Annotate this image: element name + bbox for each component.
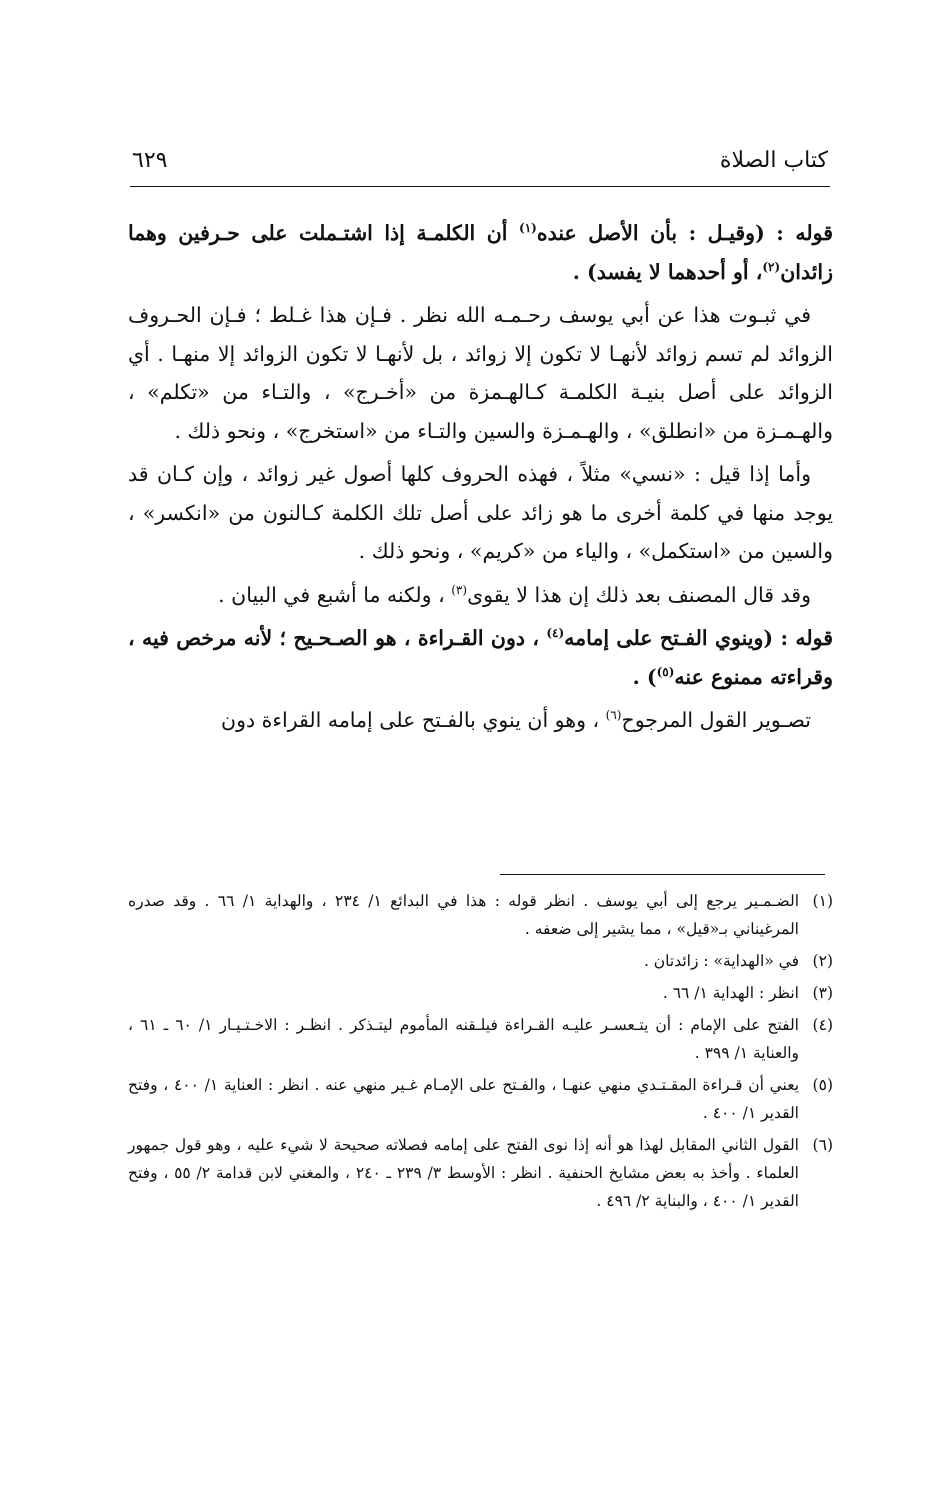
statement-text: أن الكلمـة إذا اشتـملت على حـرفين وهما زائدان: [128, 221, 833, 284]
footnote-ref: (٢): [762, 259, 781, 274]
footnote-ref: (٤): [546, 626, 565, 641]
statement-text: (وينوي الفـتح على إمامه: [564, 626, 774, 650]
footnote-ref: (٦): [605, 708, 622, 723]
statement-text: (وقيـل : بأن الأصل عنده: [536, 221, 765, 245]
statement-text: ) .: [632, 664, 657, 689]
footnote: [128, 1131, 833, 1215]
commentary-paragraph: وأما إذا قيل : «نسي» مثلاً ، فهذه الحروف كلها أصول غير زوائد ، وإن كـان قد يوجد منها في كلمة أخرى ما هو زائد على أصل تلك الكلمة كـالنون من «انكسر» ، والسين من «استكمل» ، والياء من «كريم» ، ونحو ذلك .: [128, 462, 833, 563]
chapter-title: كتاب الصلاة: [719, 148, 828, 173]
footnote-number: (٦): [812, 1136, 833, 1154]
footnote-text: الفتح على الإمام : أن يتـعسـر عليـه القـراءة فيلـقنه المأموم ليتـذكر . انظـر : الاخـتـيـار ١/ ٦٠ ـ ٦١ ، والعناية ١/ ٣٩٩ .: [128, 1016, 799, 1062]
page-number: ٦٢٩: [132, 148, 168, 173]
footnote-number: (٤): [812, 1016, 833, 1034]
footnote-number: (١): [812, 892, 833, 910]
header-rule: [130, 186, 830, 187]
footnote: [128, 947, 833, 975]
commentary-paragraph: في ثبـوت هذا عن أبي يوسف رحـمـه الله نظر . فـإن هذا غـلط ؛ فـإن الحـروف الزوائد لم تسم زوائد لأنهـا لا تكون إلا زوائد ، بل لأنهـا لا تكون الزوائد إلا منهـا . أي الزوائد على أصل بنيـة الكلمـة كـالهـمزة من «أخـرج» ، والتـاء من «تكلم» ، والهـمـزة من «انطلق» ، والهـمـزة والسين والتـاء من «استخرج» ، ونحو ذلك .: [128, 303, 833, 443]
footnote: [128, 887, 833, 943]
statement-text: ، دون القـراءة ، هو الصـحـيح ؛ لأنه مرخص فيه ، وقراءته ممنوع عنه: [128, 626, 833, 689]
statement-text: ، أو أحدهما لا يفسد) .: [572, 259, 763, 284]
main-text: [128, 214, 833, 740]
footnote-number: (٢): [812, 952, 833, 970]
footnote-text: يعني أن قـراءة المقـتـدي منهي عنهـا ، والفـتح على الإمـام غـير منهي عنه . انظر : العناية ١/ ٤٠٠ ، وفتح القدير ١/ ٤٠٠ .: [128, 1076, 800, 1122]
footnote-number: (٣): [812, 984, 833, 1002]
paragraph-text: ، وهو أن ينوي بالفـتح على إمامه القراءة دون: [221, 708, 606, 732]
footnote-text: الضـمـير يرجع إلى أبي يوسف . انظر قوله : هذا في البدائع ١/ ٢٣٤ ، والهداية ١/ ٦٦ . وقد صدره المرغيناني بـ«قيل» ، مما يشير إلى ضعفه .: [128, 892, 800, 938]
statement-lead: قوله :: [776, 221, 833, 245]
footnote-ref: (٣): [451, 582, 468, 597]
footnote-text: القول الثاني المقابل لهذا هو أنه إذا نوى الفتح على إمامه فصلاته صحيحة لا شيء عليه ، وهو قول جمهور العلماء . وأخذ به بعض مشايخ الحنفية . انظر : الأوسط ٣/ ٢٣٩ ـ ٢٤٠ ، والمغني لابن قدامة ٢/ ٥٥ ، وفتح القدير ١/ ٤٠٠ ، والبناية ٢/ ٤٩٦ .: [128, 1136, 799, 1210]
commentary-paragraph: [128, 701, 833, 740]
statement-lead: قوله :: [780, 626, 833, 650]
footnotes: [128, 887, 833, 1219]
quoted-statement-2: [128, 619, 833, 696]
footnote-separator: [500, 874, 825, 875]
footnote-text: انظر : الهداية ١/ ٦٦ .: [662, 984, 799, 1002]
footnote: [128, 1011, 833, 1067]
running-header: [130, 148, 828, 184]
footnote-ref: (١): [519, 221, 537, 236]
footnote-number: (٥): [812, 1076, 833, 1094]
footnote-ref: (٥): [656, 664, 675, 679]
paragraph-text: تصـوير القول المرجوح: [621, 708, 811, 732]
commentary-paragraph: [128, 576, 833, 615]
paragraph-text: ، ولكنه ما أشبع في البيان .: [218, 582, 452, 607]
footnote: [128, 1071, 833, 1127]
footnote: [128, 979, 833, 1007]
paragraph-text: وقد قال المصنف بعد ذلك إن هذا لا يقوى: [467, 582, 811, 607]
footnote-text: في «الهداية» : زائدتان .: [643, 952, 799, 970]
quoted-statement-1: [128, 214, 833, 291]
